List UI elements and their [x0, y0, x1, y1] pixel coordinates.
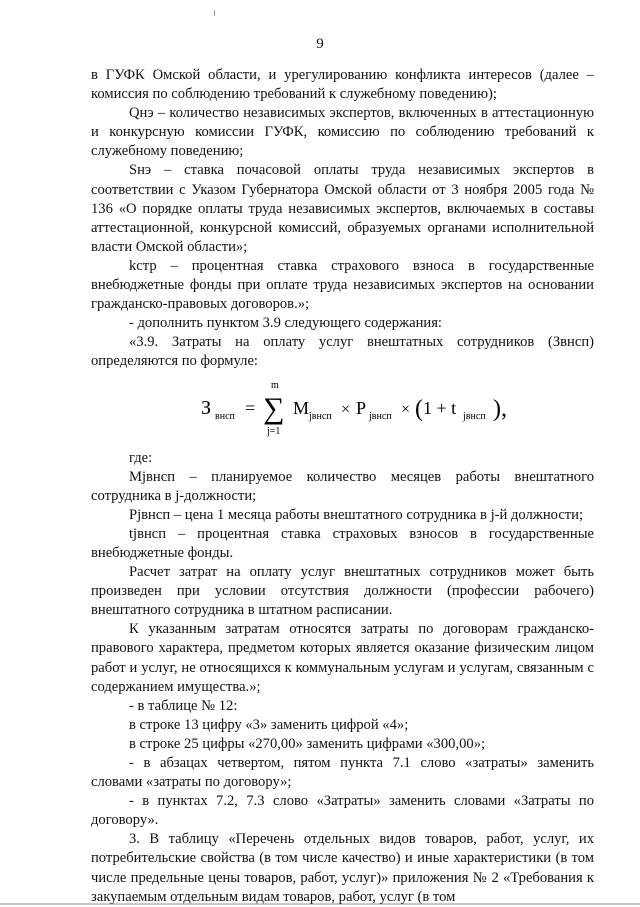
paragraph: в строке 13 цифру «3» заменить цифрой «4»; — [129, 716, 409, 733]
formula-sum-top: m — [271, 379, 279, 391]
paragraph: kстр – процентная ставка страхового взноса в государственные внебюджетные фонды при оплате труда независимых экспертов на основании гражданско-правовых договоров.»; — [91, 257, 594, 313]
formula-term-p-sub: jвнсп — [369, 410, 392, 422]
svg-text:×: × — [341, 400, 351, 418]
svg-text:×: × — [401, 400, 411, 418]
formula-sum-bottom: j=1 — [267, 425, 281, 437]
paragraph: - в абзацах четвертом, пятом пункта 7.1 слово «затраты» заменить словами «затраты по договору»; — [91, 755, 594, 791]
paragraph: Mjвнсп – планируемое количество месяцев работы внештатного сотрудника в j-должности; — [91, 468, 594, 504]
formula — [91, 372, 594, 449]
formula-term-t-sub: jвнсп — [463, 410, 486, 422]
svg-text:=: = — [245, 397, 256, 418]
paragraph: 3. В таблицу «Перечень отдельных видов товаров, работ, услуг, их потребительские свойства (в том числе качество) и иные характеристики (в том числе предельные цены товаров, работ, услуг)» приложения № 2 «Требования к закупаемым отдельным видам товаров, работ, услуг (в том — [91, 831, 594, 905]
paragraph: Pjвнсп – цена 1 месяца работы внештатного сотрудника в j-й должности; — [129, 506, 584, 523]
formula-lhs: З — [201, 396, 212, 419]
sigma-icon: ∑ — [263, 391, 285, 425]
paragraph: в строке 25 цифры «270,00» заменить цифрами «300,00»; — [129, 735, 486, 752]
formula-term-t: 1 + t — [423, 397, 457, 418]
paragraph: где: — [129, 449, 153, 466]
paragraph: Расчет затрат на оплату услуг внештатных сотрудников может быть произведен при условии отсутствия должности (профессии рабочего) внештатного сотрудника в штатном расписании. — [91, 564, 594, 619]
paragraphs-after — [91, 449, 594, 907]
svg-text:(: ( — [415, 395, 423, 422]
paragraph: - дополнить пунктом 3.9 следующего содержания: — [129, 315, 442, 332]
paragraph: К указанным затратам относятся затраты по договорам гражданско-правового характера, предметом которых является оказание физическим лицом работ и услуг, не относящихся к коммунальным услугам и услугам, связанным с содержанием имущества.»; — [91, 621, 594, 695]
formula-graphic — [201, 376, 507, 446]
paragraph: «3.9. Затраты на оплату услуг внештатных сотрудников (Звнсп) определяются по формуле: — [91, 334, 594, 370]
paragraph: Sнэ – ставка почасовой оплаты труда независимых экспертов в соответствии с Указом Губернатора Омской области от 3 ноября 2005 года № 136 «О порядке оплаты труда независимых экспертов, включаемых в составы аттестационной, конкурсной комиссий, образуемых органами исполнительной власти Омской области»; — [91, 162, 594, 255]
paragraph: Qнэ – количество независимых экспертов, включенных в аттестационную и конкурсную комиссии ГУФК, комиссию по соблюдению требований к служебному поведению; — [91, 105, 594, 160]
paragraph: в ГУФК Омской области, и урегулированию конфликта интересов (далее – комиссия по соблюдению требований к служебному поведению); — [91, 67, 594, 103]
page-number: 9 — [316, 36, 324, 52]
document-body — [91, 66, 594, 907]
formula-term-m: M — [293, 397, 310, 418]
formula-term-m-sub: jвнсп — [309, 410, 332, 422]
formula-lhs-sub: внсп — [215, 410, 235, 422]
formula-term-p: P — [356, 397, 367, 418]
svg-text:),: ), — [493, 395, 507, 422]
paragraph: tjвнсп – процентная ставка страховых взносов в государственные внебюджетные фонды. — [91, 525, 594, 561]
scan-mark — [214, 10, 215, 16]
paragraph: - в таблице № 12: — [129, 697, 238, 714]
paragraph: - в пунктах 7.2, 7.3 слово «Затраты» заменить словами «Затраты по договору». — [91, 793, 594, 829]
